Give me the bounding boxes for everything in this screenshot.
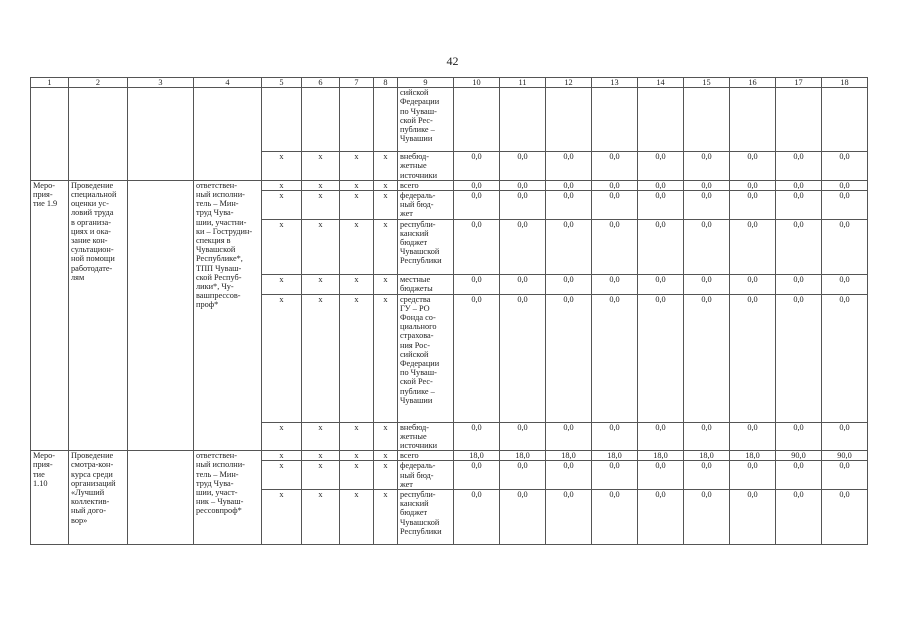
- value-cell: 0,0: [500, 274, 546, 294]
- col-header: 16: [730, 78, 776, 88]
- mark-cell: х: [262, 461, 302, 490]
- value-cell: 0,0: [822, 180, 868, 190]
- value-cell: 0,0: [638, 461, 684, 490]
- value-cell: 0,0: [454, 461, 500, 490]
- funding-source: внебюд- жетные источники: [398, 422, 454, 451]
- value-cell: 0,0: [592, 180, 638, 190]
- mark-cell: х: [374, 490, 398, 545]
- value-cell: 0,0: [592, 191, 638, 220]
- col-header: 5: [262, 78, 302, 88]
- funding-source: республи- канский бюджет Чувашской Республики: [398, 490, 454, 545]
- mark-cell: х: [340, 180, 374, 190]
- mark-cell: х: [374, 274, 398, 294]
- mark-cell: х: [340, 191, 374, 220]
- mark-cell: х: [302, 490, 340, 545]
- value-cell: 0,0: [454, 294, 500, 422]
- value-cell: 0,0: [592, 274, 638, 294]
- mark-cell: х: [262, 180, 302, 190]
- value-cell: 0,0: [684, 219, 730, 274]
- funding-source: федераль- ный бюд- жет: [398, 191, 454, 220]
- value-cell: 0,0: [730, 461, 776, 490]
- value-cell: 0,0: [500, 219, 546, 274]
- value-cell: 0,0: [638, 490, 684, 545]
- value-cell: 0,0: [638, 191, 684, 220]
- funding-source: всего: [398, 451, 454, 461]
- cell-empty: [776, 88, 822, 152]
- value-cell: 0,0: [546, 274, 592, 294]
- value-cell: 0,0: [592, 490, 638, 545]
- value-cell: 0,0: [500, 422, 546, 451]
- mark-cell: х: [374, 422, 398, 451]
- value-cell: 0,0: [638, 422, 684, 451]
- value-cell: 0,0: [592, 152, 638, 181]
- mark-cell: х: [340, 219, 374, 274]
- funding-source: республи- канский бюджет Чувашской Республики: [398, 219, 454, 274]
- cell-empty: [546, 88, 592, 152]
- cell-empty: [638, 88, 684, 152]
- value-cell: 18,0: [638, 451, 684, 461]
- mark-cell: х: [340, 274, 374, 294]
- value-cell: 0,0: [546, 294, 592, 422]
- mark-cell: х: [374, 294, 398, 422]
- col-header: 11: [500, 78, 546, 88]
- value-cell: 0,0: [776, 294, 822, 422]
- value-cell: 18,0: [592, 451, 638, 461]
- value-cell: 0,0: [822, 152, 868, 181]
- value-cell: 0,0: [822, 294, 868, 422]
- value-cell: 0,0: [822, 274, 868, 294]
- funding-source: федераль- ный бюд- жет: [398, 461, 454, 490]
- mark-cell: х: [374, 461, 398, 490]
- mark-cell: х: [302, 461, 340, 490]
- value-cell: 0,0: [684, 180, 730, 190]
- mark-cell: х: [340, 461, 374, 490]
- mark-cell: х: [374, 152, 398, 181]
- cell-empty: [194, 88, 262, 181]
- value-cell: 0,0: [546, 422, 592, 451]
- value-cell: 0,0: [638, 219, 684, 274]
- value-cell: 0,0: [638, 152, 684, 181]
- page-number: 42: [446, 54, 459, 68]
- mark-cell: х: [340, 152, 374, 181]
- mark-cell: х: [302, 180, 340, 190]
- table-row: [31, 180, 868, 190]
- value-cell: 0,0: [546, 191, 592, 220]
- value-cell: 18,0: [454, 451, 500, 461]
- value-cell: 0,0: [638, 180, 684, 190]
- mark-cell: х: [262, 274, 302, 294]
- value-cell: 0,0: [546, 461, 592, 490]
- cell-empty: [128, 180, 194, 450]
- col-header: 18: [822, 78, 868, 88]
- mark-cell: х: [262, 294, 302, 422]
- mark-cell: х: [302, 422, 340, 451]
- value-cell: 90,0: [822, 451, 868, 461]
- value-cell: 0,0: [500, 490, 546, 545]
- value-cell: 0,0: [500, 461, 546, 490]
- executors: ответствен- ный исполни- тель – Мин- труд Чува- шии, участни- ки – Гострудин- спекция в Чувашской Республике*, ТПП Чуваш- ской Респуб- лики*, Чу- вашпрессов- проф*: [194, 180, 262, 450]
- table-row: [31, 451, 868, 461]
- col-header: 10: [454, 78, 500, 88]
- col-header: 3: [128, 78, 194, 88]
- table-row: [31, 88, 868, 152]
- mark-cell: х: [302, 219, 340, 274]
- column-number-row: [31, 78, 868, 88]
- value-cell: 0,0: [776, 191, 822, 220]
- col-header: 15: [684, 78, 730, 88]
- mark-cell: х: [262, 422, 302, 451]
- value-cell: 0,0: [454, 219, 500, 274]
- cell-empty: [822, 88, 868, 152]
- col-header: 6: [302, 78, 340, 88]
- mark-cell: х: [374, 451, 398, 461]
- mark-cell: х: [340, 451, 374, 461]
- value-cell: 0,0: [454, 274, 500, 294]
- value-cell: 0,0: [730, 490, 776, 545]
- col-header: 9: [398, 78, 454, 88]
- cell-empty: [592, 88, 638, 152]
- value-cell: 0,0: [684, 490, 730, 545]
- value-cell: 0,0: [454, 422, 500, 451]
- cell-empty: [684, 88, 730, 152]
- value-cell: 0,0: [638, 294, 684, 422]
- value-cell: 0,0: [684, 294, 730, 422]
- col-header: 7: [340, 78, 374, 88]
- measure-name: Проведение смотра-кон- курса среди организаций «Лучший коллектив- ный дого- вор»: [69, 451, 128, 545]
- cell-empty: [69, 88, 128, 181]
- value-cell: 0,0: [822, 191, 868, 220]
- value-cell: 0,0: [684, 274, 730, 294]
- value-cell: 0,0: [776, 180, 822, 190]
- value-cell: 0,0: [454, 152, 500, 181]
- value-cell: 0,0: [546, 219, 592, 274]
- cell-empty: [128, 88, 194, 181]
- value-cell: 0,0: [730, 191, 776, 220]
- cell-empty: [31, 88, 69, 181]
- measure-1-10: [31, 451, 868, 545]
- value-cell: 18,0: [546, 451, 592, 461]
- value-cell: 0,0: [592, 422, 638, 451]
- funding-source: средства ГУ – РО Фонда со- циального страхова- ния Рос- сийской Федерации по Чуваш- ской Рес- публике – Чувашии: [398, 294, 454, 422]
- value-cell: 0,0: [730, 219, 776, 274]
- value-cell: 0,0: [684, 152, 730, 181]
- col-header: 2: [69, 78, 128, 88]
- value-cell: 90,0: [776, 451, 822, 461]
- col-header: 8: [374, 78, 398, 88]
- value-cell: 0,0: [592, 461, 638, 490]
- mark-cell: х: [374, 191, 398, 220]
- value-cell: 0,0: [730, 274, 776, 294]
- mark-cell: х: [262, 451, 302, 461]
- funding-source: всего: [398, 180, 454, 190]
- value-cell: 0,0: [730, 180, 776, 190]
- mark-cell: х: [340, 422, 374, 451]
- mark-cell: х: [302, 451, 340, 461]
- value-cell: 0,0: [500, 152, 546, 181]
- value-cell: 0,0: [592, 294, 638, 422]
- cell-empty: [730, 88, 776, 152]
- cell-empty: [128, 451, 194, 545]
- funding-source: местные бюджеты: [398, 274, 454, 294]
- value-cell: 0,0: [500, 180, 546, 190]
- cell-empty: [340, 88, 374, 152]
- value-cell: 0,0: [638, 274, 684, 294]
- value-cell: 0,0: [776, 461, 822, 490]
- mark-cell: х: [302, 294, 340, 422]
- value-cell: 18,0: [730, 451, 776, 461]
- col-header: 1: [31, 78, 69, 88]
- value-cell: 0,0: [592, 219, 638, 274]
- executors: ответствен- ный исполни- тель – Мин- труд Чува- шии, участ- ник – Чуваш- рессовпроф*: [194, 451, 262, 545]
- funding-source: сийской Федерации по Чуваш- ской Рес- публике – Чувашии: [398, 88, 454, 152]
- value-cell: 0,0: [822, 219, 868, 274]
- col-header: 17: [776, 78, 822, 88]
- measure-number: Меро- прия- тие 1.9: [31, 180, 69, 450]
- measure-1-9: [31, 180, 868, 450]
- value-cell: 0,0: [546, 180, 592, 190]
- value-cell: 0,0: [776, 152, 822, 181]
- cell-empty: [262, 88, 302, 152]
- mark-cell: х: [340, 294, 374, 422]
- mark-cell: х: [374, 180, 398, 190]
- col-header: 12: [546, 78, 592, 88]
- value-cell: 0,0: [730, 152, 776, 181]
- mark-cell: х: [374, 219, 398, 274]
- col-header: 4: [194, 78, 262, 88]
- value-cell: 0,0: [684, 461, 730, 490]
- mark-cell: х: [262, 490, 302, 545]
- mark-cell: х: [302, 191, 340, 220]
- mark-cell: х: [262, 219, 302, 274]
- value-cell: 0,0: [500, 191, 546, 220]
- col-header: 13: [592, 78, 638, 88]
- value-cell: 0,0: [730, 294, 776, 422]
- col-header: 14: [638, 78, 684, 88]
- cell-empty: [302, 88, 340, 152]
- value-cell: 18,0: [500, 451, 546, 461]
- value-cell: 0,0: [776, 490, 822, 545]
- mark-cell: х: [340, 490, 374, 545]
- value-cell: 18,0: [684, 451, 730, 461]
- value-cell: 0,0: [776, 219, 822, 274]
- program-table: [30, 77, 868, 545]
- value-cell: 0,0: [454, 180, 500, 190]
- value-cell: 0,0: [776, 422, 822, 451]
- mark-cell: х: [302, 274, 340, 294]
- value-cell: 0,0: [684, 422, 730, 451]
- value-cell: 0,0: [546, 152, 592, 181]
- value-cell: 0,0: [822, 490, 868, 545]
- value-cell: 0,0: [776, 274, 822, 294]
- value-cell: 0,0: [730, 422, 776, 451]
- value-cell: 0,0: [822, 422, 868, 451]
- cell-empty: [454, 88, 500, 152]
- value-cell: 0,0: [684, 191, 730, 220]
- measure-number: Меро- прия- тие 1.10: [31, 451, 69, 545]
- funding-source: внебюд- жетные источники: [398, 152, 454, 181]
- mark-cell: х: [302, 152, 340, 181]
- value-cell: 0,0: [546, 490, 592, 545]
- value-cell: 0,0: [500, 294, 546, 422]
- mark-cell: х: [262, 152, 302, 181]
- value-cell: 0,0: [822, 461, 868, 490]
- value-cell: 0,0: [454, 191, 500, 220]
- cell-empty: [500, 88, 546, 152]
- cell-empty: [374, 88, 398, 152]
- value-cell: 0,0: [454, 490, 500, 545]
- measure-name: Проведение специальной оценки ус- ловий труда в организа- циях и ока- зание кон- сультацион- ной помощи работодате- лям: [69, 180, 128, 450]
- mark-cell: х: [262, 191, 302, 220]
